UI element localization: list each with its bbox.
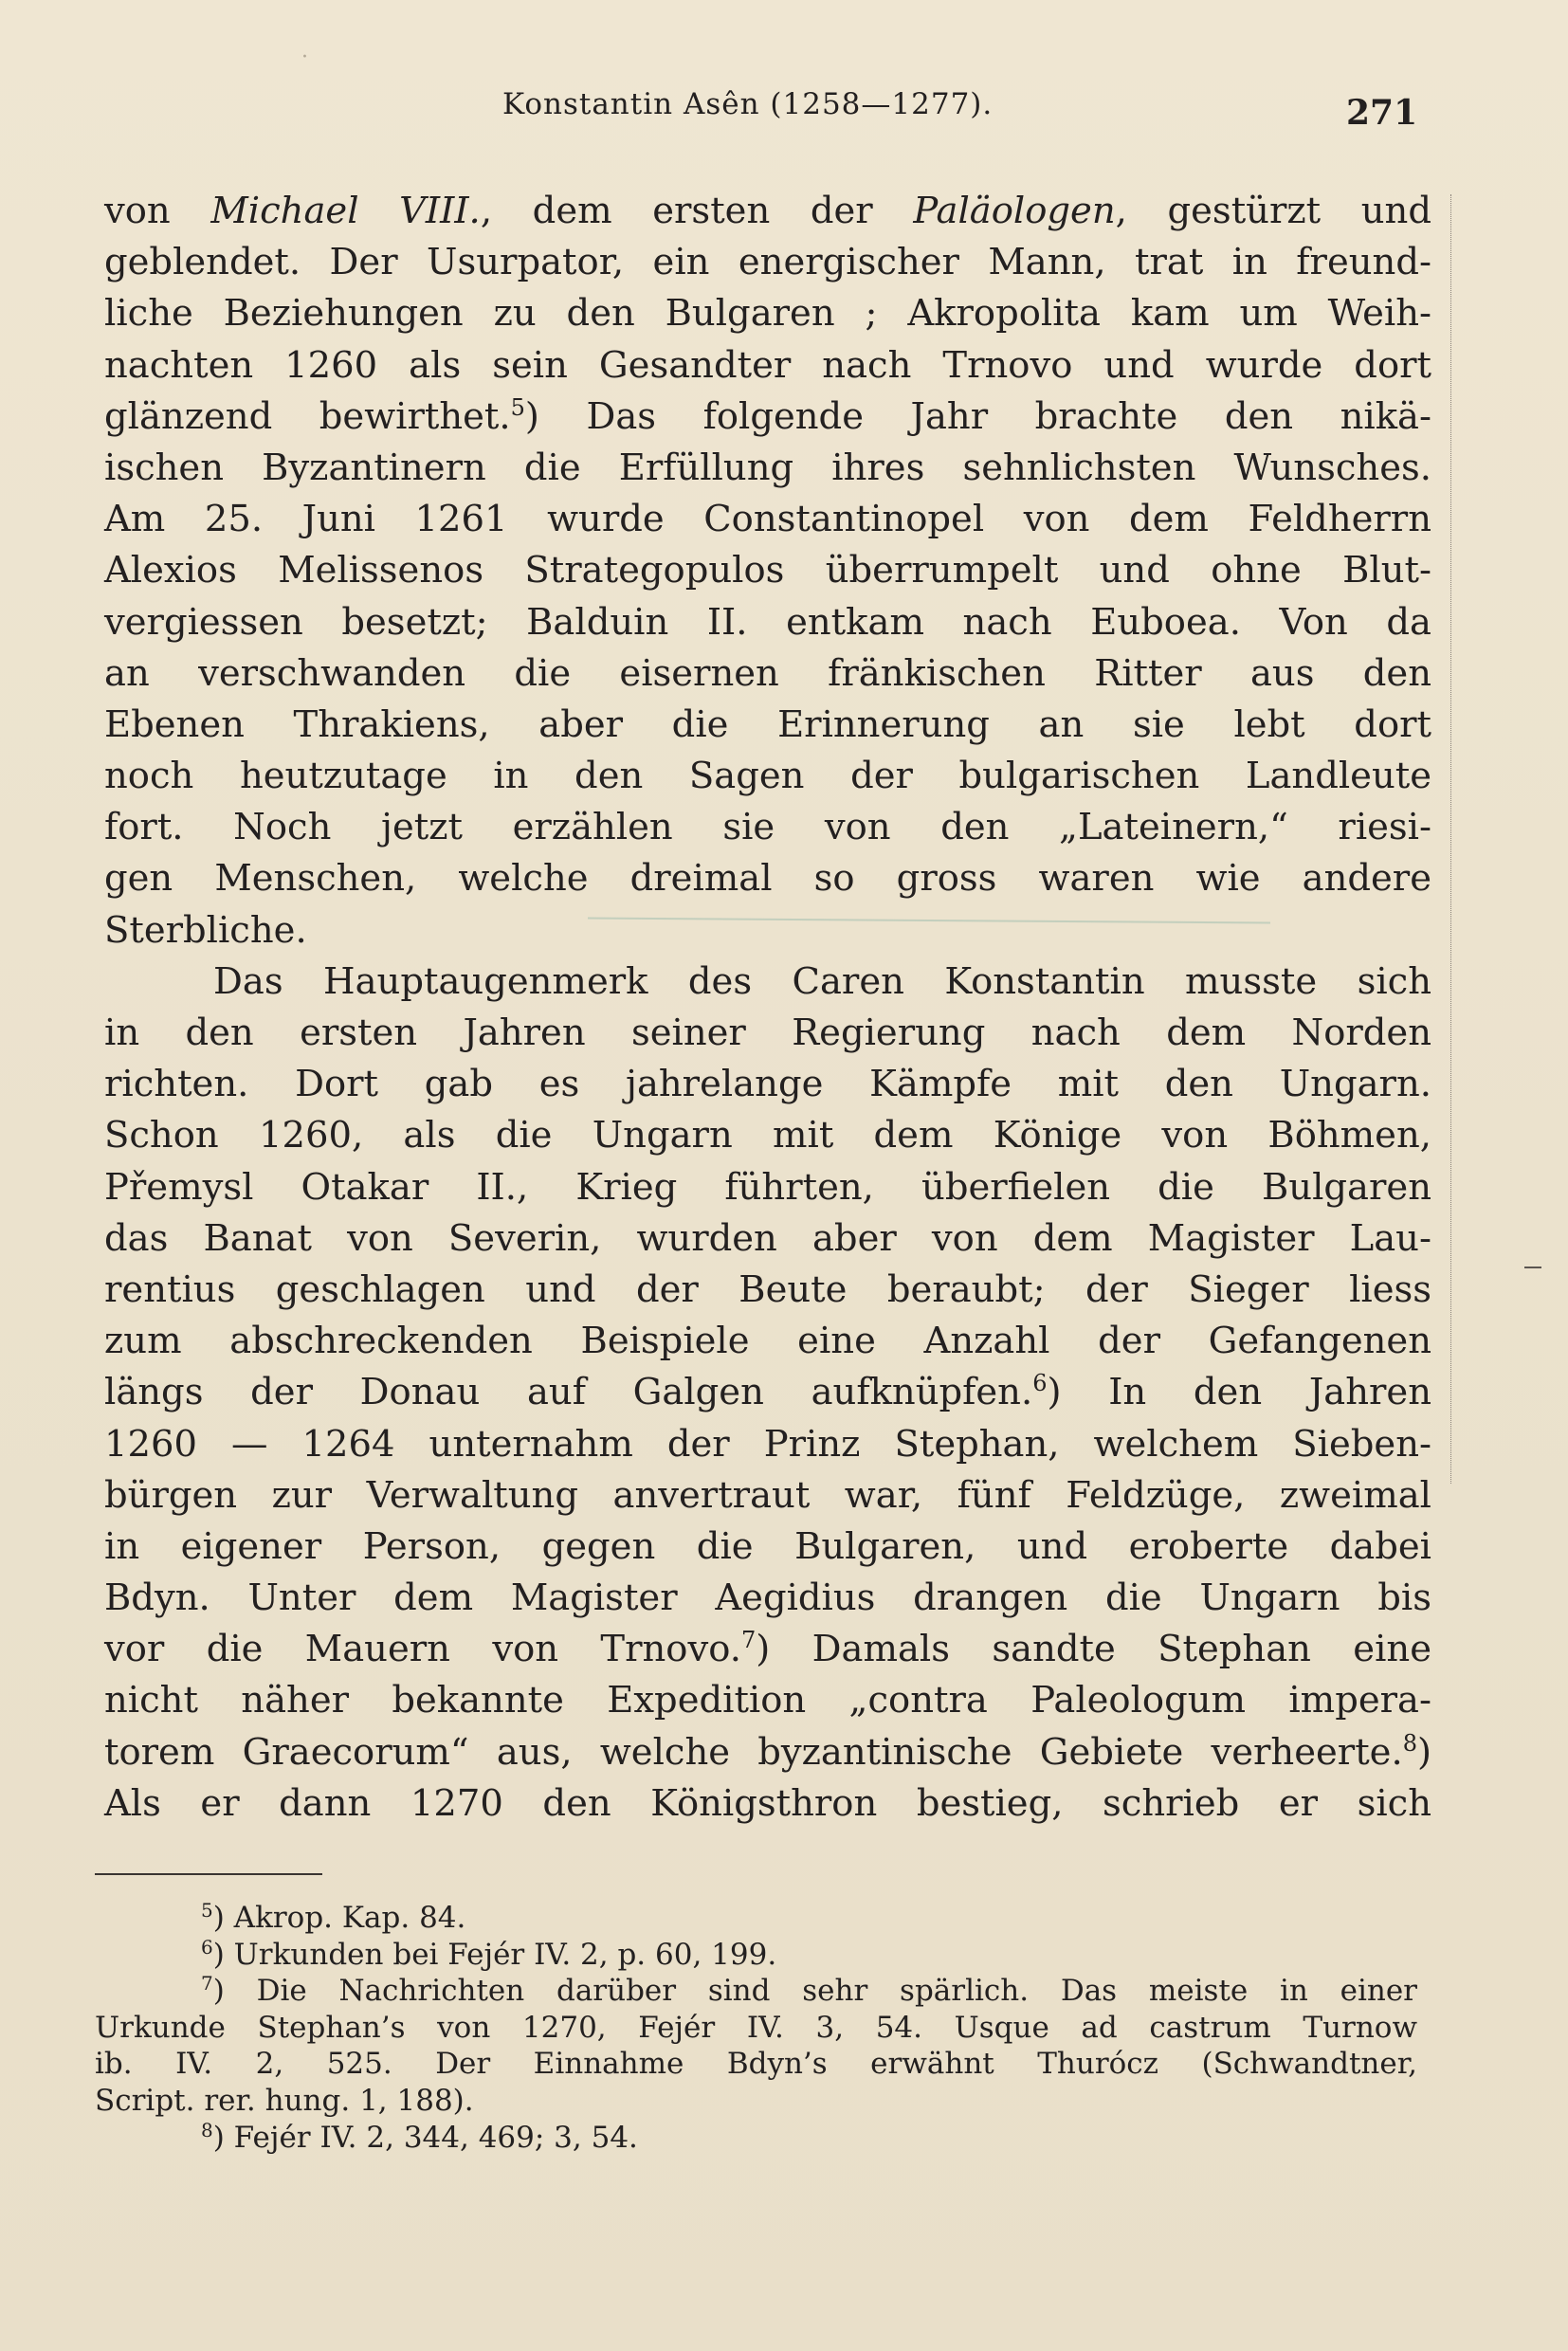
text-line: an verschwanden die eisernen fränkischen Ritter aus den bbox=[104, 651, 1431, 695]
text-line: nicht näher bekannte Expedition „contra Paleologum impera- bbox=[104, 1679, 1431, 1722]
text-line: Als er dann 1270 den Königsthron bestieg, schrieb er sich bbox=[104, 1781, 1431, 1825]
text-line: Ebenen Thrakiens, aber die Erinnerung an sie lebt dort bbox=[104, 702, 1431, 746]
footnote-7: $^7$) Die Nachrichten darüber sind sehr spärlich. Das meiste in einer bbox=[201, 1972, 1417, 2009]
footnote-5: $^5$) Akrop. Kap. 84. bbox=[201, 1899, 466, 1935]
margin-pencil-line bbox=[1450, 194, 1451, 1484]
text-line: fort. Noch jetzt erzählen sie von den „Lateinern,“ riesi- bbox=[104, 806, 1431, 849]
text-line: Sterbliche. bbox=[104, 908, 307, 952]
main-text bbox=[104, 186, 1431, 1830]
text-line: ischen Byzantinern die Erfüllung ihres sehnlichsten Wunsches. bbox=[104, 446, 1431, 489]
paper-speck: · bbox=[301, 46, 308, 69]
text-line: liche Beziehungen zu den Bulgaren ; Akropolita kam um Weih- bbox=[104, 292, 1431, 336]
text-line: richten. Dort gab es jahrelange Kämpfe mit den Ungarn. bbox=[104, 1063, 1431, 1106]
text-line: rentius geschlagen und der Beute beraubt; der Sieger liess bbox=[104, 1267, 1431, 1311]
page-number: 271 bbox=[1346, 93, 1418, 133]
footnotes bbox=[95, 1900, 1417, 2156]
text-line: Am 25. Juni 1261 wurde Constantinopel von dem Feldherrn bbox=[104, 498, 1431, 541]
margin-dash-mark bbox=[1524, 1267, 1541, 1268]
text-line: Přemysl Otakar II., Krieg führten, überfielen die Bulgaren bbox=[104, 1165, 1431, 1209]
text-line: längs der Donau auf Galgen aufknüpfen.$^6$) In den Jahren bbox=[104, 1370, 1431, 1414]
text-line: bürgen zur Verwaltung anvertraut war, fünf Feldzüge, zweimal bbox=[104, 1473, 1431, 1517]
footnote-7-line: Urkunde Stephan’s von 1270, Fejér IV. 3, 54. Usque ad castrum Turnow bbox=[95, 2010, 1417, 2045]
footnote-8: $^8$) Fejér IV. 2, 344, 469; 3, 54. bbox=[201, 2118, 638, 2155]
footnote-ref: 7 bbox=[740, 1627, 757, 1654]
footnote-7-line: ib. IV. 2, 525. Der Einnahme Bdyn’s erwähnt Thurócz (Schwandtner, bbox=[95, 2047, 1417, 2082]
text-line: geblendet. Der Usurpator, ein energischer Mann, trat in freund- bbox=[104, 241, 1431, 284]
text-line: 1260 — 1264 unternahm der Prinz Stephan, welchem Sieben- bbox=[104, 1422, 1431, 1466]
text-line: in eigener Person, gegen die Bulgaren, und eroberte dabei bbox=[104, 1524, 1431, 1568]
name-palaeologen: Paläologen bbox=[913, 190, 1116, 232]
paragraph-first-line: Das Hauptaugenmerk des Caren Konstantin musste sich bbox=[213, 959, 1431, 1003]
footnote-6: $^6$) Urkunden bei Fejér IV. 2, p. 60, 199. bbox=[201, 1935, 777, 1972]
text-line: torem Graecorum“ aus, welche byzantinische Gebiete verheerte.$^8$) bbox=[104, 1729, 1431, 1774]
text-line: vor die Mauern von Trnovo.$^7$) Damals sandte Stephan eine bbox=[104, 1627, 1431, 1671]
footnote-ref: 6 bbox=[1032, 1370, 1048, 1397]
text-line: Schon 1260, als die Ungarn mit dem Könige von Böhmen, bbox=[104, 1114, 1431, 1157]
text-line: das Banat von Severin, wurden aber von dem Magister Lau- bbox=[104, 1216, 1431, 1260]
running-title: Konstantin Asên (1258—1277). bbox=[502, 87, 994, 121]
footnote-rule bbox=[95, 1873, 322, 1875]
text-line: Bdyn. Unter dem Magister Aegidius drangen die Ungarn bis bbox=[104, 1576, 1431, 1620]
text-line: vergiessen besetzt; Balduin II. entkam nach Euboea. Von da bbox=[104, 600, 1431, 644]
text-line: glänzend bewirthet.$^5$) Das folgende Jahr brachte den nikä- bbox=[104, 393, 1431, 438]
text-line: in den ersten Jahren seiner Regierung nach dem Norden bbox=[104, 1011, 1431, 1054]
footnote-ref: 8 bbox=[1402, 1729, 1417, 1757]
text-line: nachten 1260 als sein Gesandter nach Trnovo und wurde dort bbox=[104, 343, 1431, 387]
name-michael: Michael VIII. bbox=[210, 190, 481, 232]
text-line: Alexios Melissenos Strategopulos überrumpelt und ohne Blut- bbox=[104, 549, 1431, 592]
text-line: von Michael VIII., dem ersten der Paläologen, gestürzt und bbox=[104, 190, 1431, 232]
text-line: zum abschreckenden Beispiele eine Anzahl der Gefangenen bbox=[104, 1320, 1431, 1363]
text-line: gen Menschen, welche dreimal so gross waren wie andere bbox=[104, 857, 1431, 901]
text-line: noch heutzutage in den Sagen der bulgarischen Landleute bbox=[104, 755, 1431, 798]
footnote-ref: 5 bbox=[510, 393, 525, 421]
footnote-7-line: Script. rer. hung. 1, 188). bbox=[95, 2083, 474, 2118]
